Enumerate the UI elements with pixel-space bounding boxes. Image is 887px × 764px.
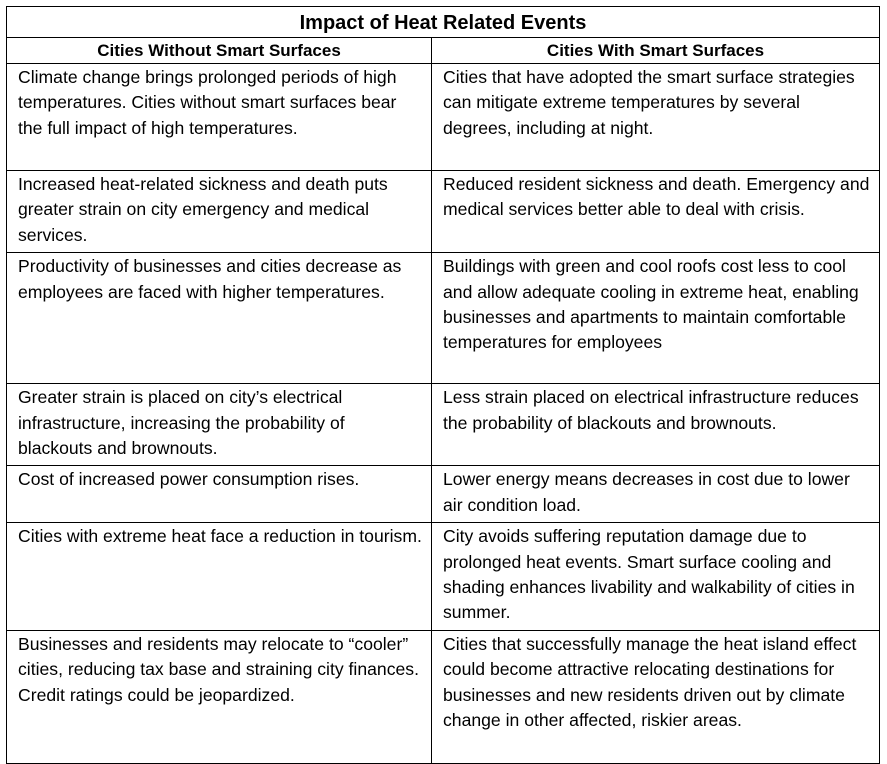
cell-with-smart-surfaces: Reduced resident sickness and death. Emergency and medical services better able to deal with crisis. — [432, 171, 880, 253]
table-row — [7, 64, 880, 171]
cell-with-smart-surfaces: Less strain placed on electrical infrastructure reduces the probability of blackouts and brownouts. — [432, 384, 880, 466]
title-row — [7, 7, 880, 38]
cell-with-smart-surfaces: Lower energy means decreases in cost due to lower air condition load. — [432, 466, 880, 523]
header-row — [7, 38, 880, 64]
table-row — [7, 523, 880, 631]
cell-without-smart-surfaces: Cost of increased power consumption rises. — [7, 466, 432, 523]
cell-with-smart-surfaces: Cities that have adopted the smart surface strategies can mitigate extreme temperatures by several degrees, including at night. — [432, 64, 880, 171]
cell-with-smart-surfaces: Cities that successfully manage the heat island effect could become attractive relocating destinations for businesses and new residents driven out by climate change in other affected, riskier areas. — [432, 630, 880, 763]
cell-with-smart-surfaces: City avoids suffering reputation damage due to prolonged heat events. Smart surface cooling and shading enhances livability and walkability of cities in summer. — [432, 523, 880, 631]
cell-without-smart-surfaces: Climate change brings prolonged periods of high temperatures. Cities without smart surfaces bear the full impact of high temperatures. — [7, 64, 432, 171]
table-row — [7, 253, 880, 384]
cell-without-smart-surfaces: Greater strain is placed on city’s electrical infrastructure, increasing the probability of blackouts and brownouts. — [7, 384, 432, 466]
cell-without-smart-surfaces: Cities with extreme heat face a reduction in tourism. — [7, 523, 432, 631]
header-with-smart-surfaces: Cities With Smart Surfaces — [432, 38, 880, 64]
cell-without-smart-surfaces: Productivity of businesses and cities decrease as employees are faced with higher temperatures. — [7, 253, 432, 384]
cell-without-smart-surfaces: Businesses and residents may relocate to “cooler” cities, reducing tax base and straining city finances. Credit ratings could be jeopardized. — [7, 630, 432, 763]
table-title: Impact of Heat Related Events — [7, 7, 880, 38]
table-row — [7, 384, 880, 466]
cell-without-smart-surfaces: Increased heat-related sickness and death puts greater strain on city emergency and medical services. — [7, 171, 432, 253]
heat-impact-table — [6, 6, 880, 764]
table-row — [7, 630, 880, 763]
cell-with-smart-surfaces: Buildings with green and cool roofs cost less to cool and allow adequate cooling in extreme heat, enabling businesses and apartments to maintain comfortable temperatures for employees — [432, 253, 880, 384]
header-without-smart-surfaces: Cities Without Smart Surfaces — [7, 38, 432, 64]
table-row — [7, 466, 880, 523]
table-row — [7, 171, 880, 253]
